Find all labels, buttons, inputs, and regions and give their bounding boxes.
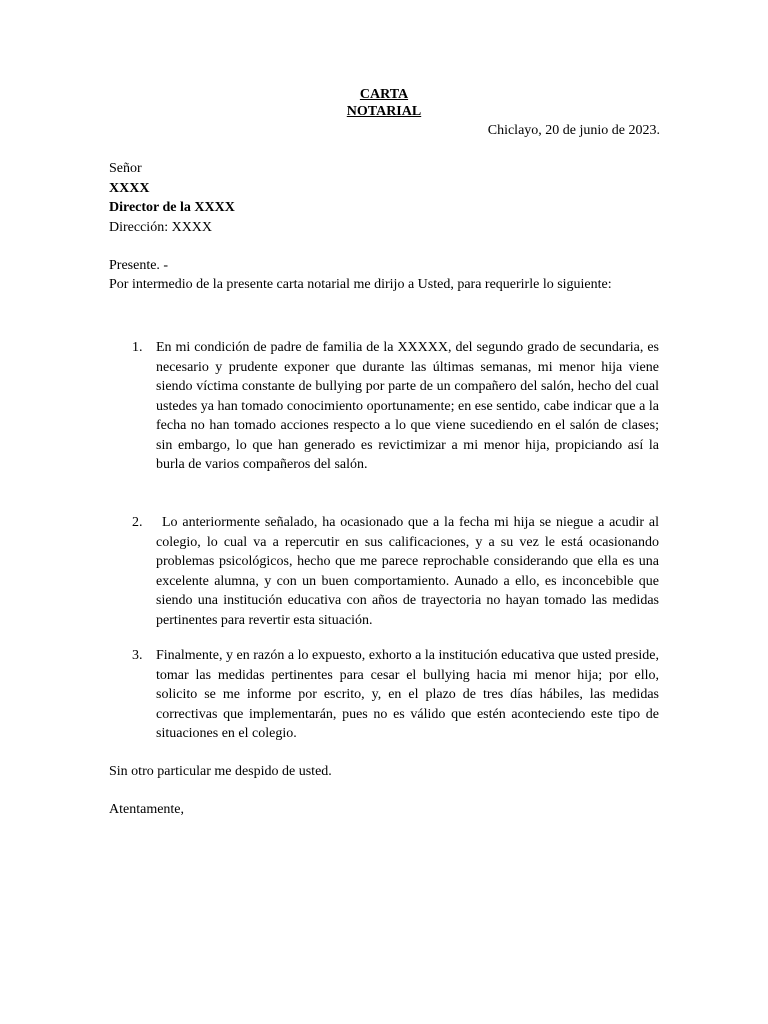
closing-line: Sin otro particular me despido de usted. xyxy=(109,764,332,779)
document-title-line-2: NOTARIAL xyxy=(346,104,422,119)
recipient-position: Director de la XXXX xyxy=(109,200,235,215)
recipient-salutation: Señor xyxy=(109,161,142,176)
list-item-text: Finalmente, y en razón a lo expuesto, exhorto a la institución educativa que usted preside, tomar las medidas pertinentes para cesar el bullying hacia mi menor hija; por ello, solicito se me informe por escrito, y, en el plazo de tres días hábiles, las medidas correctivas que implementarán, pues no es válido que estén aconteciendo este tipo de situaciones en el colegio. xyxy=(156,648,659,741)
list-item-number: 1. xyxy=(132,340,143,355)
recipient-name: XXXX xyxy=(109,180,150,196)
list-item-text: En mi condición de padre de familia de la XXXXX, del segundo grado de secundaria, es necesario y prudente exponer que durante las últimas semanas, mi menor hija viene siendo víctima constante de bullying por parte de un compañero del salón, hecho del cual ustedes ya han tomado conocimiento oportunamente; en ese sentido, cabe indicar que a la fecha no han tomado acciones respecto a lo que viene sucediendo en el salón de clases; sin embargo, lo que han generado es revictimizar a mi menor hija, propiciando así la burla de varios compañeros del salón. xyxy=(156,340,659,472)
presente-line: Presente. - xyxy=(109,258,169,273)
list-item-number: 2. xyxy=(132,515,143,530)
document-title-line-1: CARTA xyxy=(359,87,409,102)
recipient-address: Dirección: XXXX xyxy=(109,219,213,235)
recipient-block xyxy=(109,159,235,237)
signoff-line: Atentamente, xyxy=(109,802,185,817)
list-item-text: Lo anteriormente señalado, ha ocasionado que a la fecha mi hija se niegue a acudir al colegio, lo cual va a repercutir en sus calificaciones, y a su vez le está ocasionando problemas psicológicos, hecho que me parece reprochable considerando que ella es una excelente alumna, y con un buen comportamiento. Aunado a ello, es inconcebible que siendo una institución educativa con años de trayectoria no hayan tomado las medidas pertinentes para revertir esta situación. xyxy=(156,515,659,628)
list-item-number: 3. xyxy=(132,648,143,663)
letter-date: Chiclayo, 20 de junio de 2023. xyxy=(487,123,660,138)
intro-paragraph: Por intermedio de la presente carta notarial me dirijo a Usted, para requerirle lo siguiente: xyxy=(109,277,612,292)
